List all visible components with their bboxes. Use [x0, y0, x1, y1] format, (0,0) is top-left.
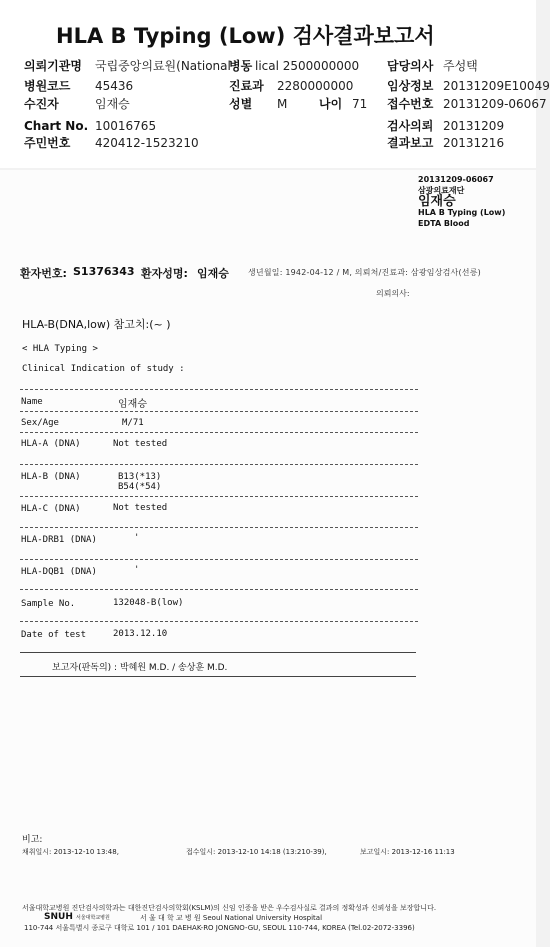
patient-name: 임재승 [197, 267, 229, 280]
divider [20, 676, 416, 677]
birth-info: 생년월일: 1942-04-12 / M, 의뢰처/진료과: 삼광임상검사(선릉) [248, 268, 481, 277]
report-date-value: 20131216 [443, 136, 505, 150]
specimen-name: 임재승 [418, 194, 456, 209]
requester: 의뢰의사: [376, 289, 410, 298]
specimen-id: 20131209-06067 [418, 175, 494, 184]
divider [20, 432, 418, 433]
sex-label: 성별 [229, 97, 253, 111]
report-title: HLA B Typing (Low) 검사결과보고서 [56, 24, 435, 48]
row-label-hla-b: HLA-B (DNA) [21, 472, 81, 482]
row-value-sample-no: 132048-B(low) [113, 598, 184, 608]
doctor-value: 주성택 [443, 59, 478, 73]
specimen-type: EDTA Blood [418, 219, 470, 228]
divider [20, 464, 418, 465]
reporter: 보고자(판독의) : 박혜원 M.D. / 송상훈 M.D. [52, 663, 228, 673]
chart-value: 10016765 [95, 119, 157, 133]
patient-no: S1376343 [73, 265, 135, 278]
row-value-hla-b-1: B13(*13) [118, 472, 162, 482]
hospital-code-value: 45436 [95, 79, 134, 93]
clinical-indication: Clinical Indication of study : [22, 364, 185, 374]
row-label-sex-age: Sex/Age [21, 418, 59, 428]
chart-label: Chart No. [24, 119, 89, 133]
request-label: 검사의뢰 [387, 119, 434, 133]
test-title: HLA-B(DNA,low) 참고치:(~ ) [22, 318, 171, 331]
row-value-hla-a: Not tested [113, 439, 168, 449]
sex-value: M [277, 97, 288, 111]
scanned-report [0, 170, 536, 947]
row-value-date-of-test: 2013.12.10 [113, 629, 168, 639]
specimen-org: 삼광의료재단 [418, 186, 465, 195]
divider [20, 389, 418, 390]
department-value: 2280000000 [277, 79, 354, 93]
rrn-label: 주민번호 [24, 136, 71, 150]
divider [20, 621, 418, 622]
request-value: 20131209 [443, 119, 505, 133]
snuh-logo-sub: 서울대학교병원 [76, 915, 110, 921]
department-label: 진료과 [229, 79, 264, 93]
row-value-name: 임재승 [118, 399, 147, 410]
specimen-label [418, 174, 506, 228]
collected-time: 채취일시: 2013-12-10 13:48, [22, 848, 119, 856]
divider [20, 589, 418, 590]
divider [20, 652, 416, 653]
age-label: 나이 [319, 97, 343, 111]
row-value-hla-dqb1: ' [134, 565, 140, 575]
row-value-hla-b-2: B54(*54) [118, 482, 162, 492]
receipt-value: 20131209-06067 [443, 97, 547, 111]
ward-label: 병동 [229, 59, 253, 73]
row-label-name: Name [21, 397, 43, 407]
rrn-value: 420412-1523210 [95, 136, 199, 150]
receipt-label: 접수번호 [387, 97, 434, 111]
snuh-logo: SNUH [44, 912, 73, 922]
row-value-sex-age: M/71 [122, 418, 144, 428]
patient-name-label: 환자성명: [141, 267, 188, 280]
institution-value: 국립중앙의료원(National [95, 59, 231, 73]
section-heading: < HLA Typing > [22, 344, 98, 354]
patient-label: 수진자 [24, 97, 59, 111]
clinical-label: 임상정보 [387, 79, 434, 93]
row-label-hla-c: HLA-C (DNA) [21, 504, 81, 514]
patient-value: 임재승 [95, 97, 130, 111]
hospital-address: 110-744 서울특별시 종로구 대학로 101 / 101 DAEHAK-RO JONGNO-GU, SEOUL 110-744, KOREA (Tel.02-2072-3396) [24, 924, 415, 932]
certification-note: 서울대학교병원 진단검사의학과는 대한진단검사의학회(KSLM)의 신임 인증을 받은 우수검사실로 결과의 정확성과 신뢰성을 보장합니다. [22, 904, 437, 912]
report-date-label: 결과보고 [387, 136, 434, 150]
divider [20, 411, 418, 412]
reported-time: 보고일시: 2013-12-16 11:13 [360, 848, 455, 856]
row-value-hla-drb1: ' [134, 533, 140, 543]
row-value-hla-c: Not tested [113, 503, 168, 513]
row-label-hla-a: HLA-A (DNA) [21, 439, 81, 449]
patient-no-label: 환자번호: [20, 267, 67, 280]
specimen-test: HLA B Typing (Low) [418, 208, 506, 217]
clinical-value: 20131209E10049 [443, 79, 550, 93]
institution-label: 의뢰기관명 [24, 59, 82, 73]
doctor-label: 담당의사 [387, 59, 434, 73]
age-value: 71 [352, 97, 368, 111]
divider [20, 559, 418, 560]
hospital-code-label: 병원코드 [24, 79, 71, 93]
remarks-label: 비고: [22, 835, 43, 845]
hospital-name: 서 울 대 학 교 병 원 Seoul National University Hospital [140, 914, 323, 922]
row-label-hla-dqb1: HLA-DQB1 (DNA) [21, 567, 97, 577]
row-label-sample-no: Sample No. [21, 599, 76, 609]
received-time: 접수일시: 2013-12-10 14:18 (13:210-39), [186, 848, 327, 856]
ward-value: lical 2500000000 [255, 59, 360, 73]
divider [20, 527, 418, 528]
report-header [0, 0, 550, 168]
divider [20, 496, 418, 497]
row-label-hla-drb1: HLA-DRB1 (DNA) [21, 535, 97, 545]
row-label-date-of-test: Date of test [21, 630, 87, 640]
